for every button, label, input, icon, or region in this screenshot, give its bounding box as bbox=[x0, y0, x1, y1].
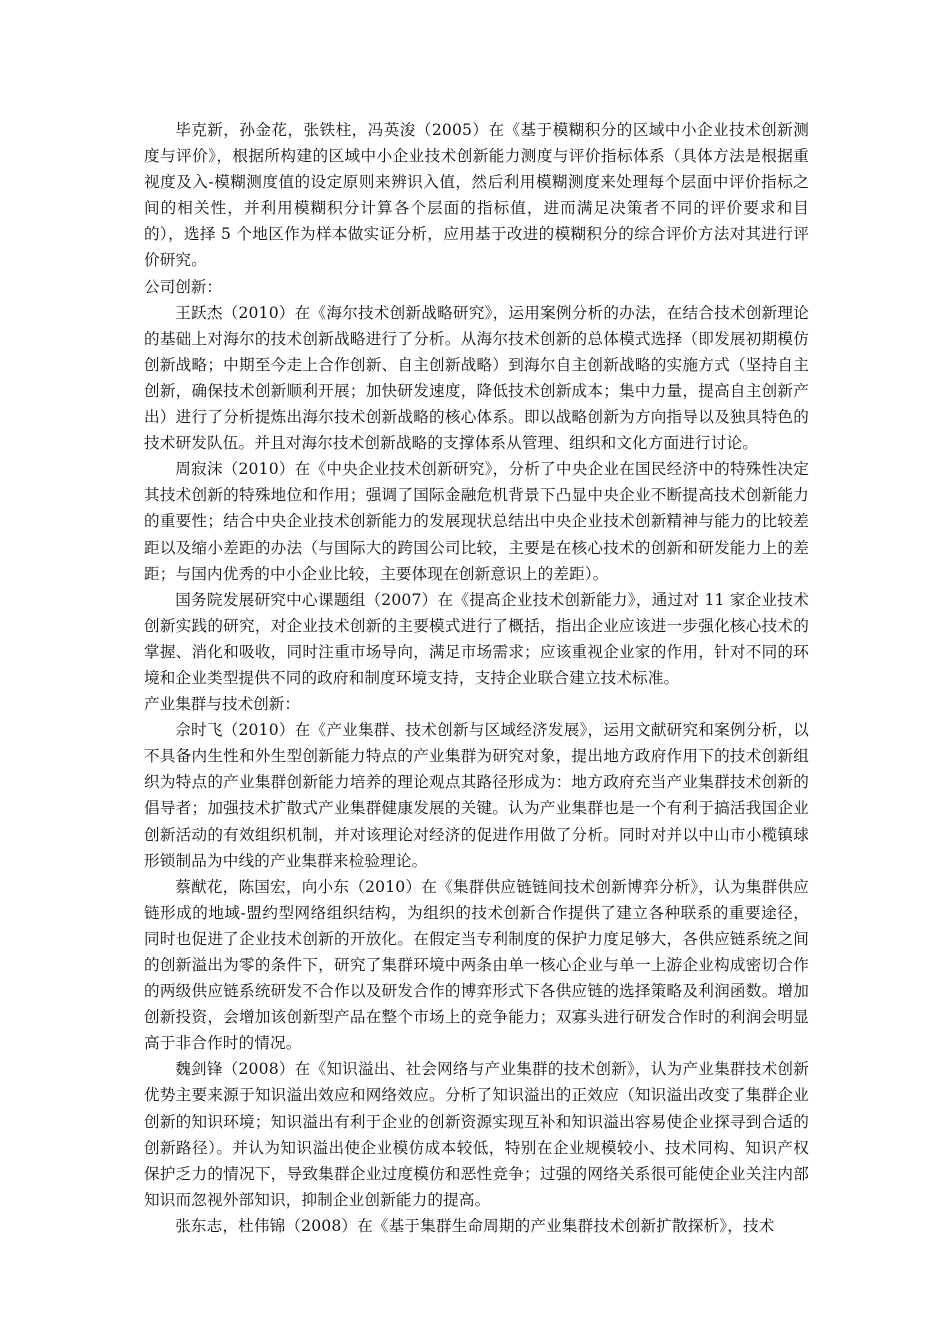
section-heading-company: 公司创新： bbox=[144, 277, 222, 296]
paragraph-zhou-jimo: 周寂沫（2010）在《中央企业技术创新研究》，分析了中央企业在国民经济中的特殊性决定其技术创新的特殊地位和作用；强调了国际金融危机背景下凸显中央企业不断提高技术创新能力的重要性；结合中央企业技术创新能力的发展现状总结出中央企业技术创新精神与能力的比较差距以及缩小差距的办法（与国际大的跨国公司比较，主要是在核心技术的创新和研发能力上的差距；与国内优秀的中小企业比较，主要体现在创新意识上的差距）。 bbox=[144, 460, 809, 583]
paragraph-state-council: 国务院发展研究中心课题组（2007）在《提高企业技术创新能力》，通过对 11 家企业技术创新实践的研究，对企业技术创新的主要模式进行了概括，指出企业应该进一步强化核心技术的掌握、消化和吸收，同时注重市场导向，满足市场需求；应该重视企业家的作用，针对不同的环境和企业类型提供不同的政府和制度环境支持，支持企业联合建立技术标准。 bbox=[144, 590, 809, 687]
paragraph-wei-jianfeng: 魏剑锋（2008）在《知识溢出、社会网络与产业集群的技术创新》，认为产业集群技术创新优势主要来源于知识溢出效应和网络效应。分析了知识溢出的正效应（知识溢出改变了集群企业创新的知识环境；知识溢出有利于企业的创新资源实现互补和知识溢出容易使企业探寻到合适的创新路径）。并认为知识溢出使企业模仿成本较低，特别在企业规模较小、技术同构、知识产权保护乏力的情况下，导致集群企业过度模仿和恶性竞争；过强的网络关系很可能使企业关注内部知识而忽视外部知识，抑制企业创新能力的提高。 bbox=[144, 1060, 809, 1209]
paragraph-wang-yuejie: 王跃杰（2010）在《海尔技术创新战略研究》，运用案例分析的办法，在结合技术创新理论的基础上对海尔的技术创新战略进行了分析。从海尔技术创新的总体模式选择（即发展初期模仿创新战略；中期至今走上合作创新、自主创新战略）到海尔自主创新战略的实施方式（坚持自主创新，确保技术创新顺利开展；加快研发速度，降低技术创新成本；集中力量，提高自主创新产出）进行了分析提炼出海尔技术创新战略的核心体系。即以战略创新为方向指导以及独具特色的技术研发队伍。并且对海尔技术创新战略的支撑体系从管理、组织和文化方面进行讨论。 bbox=[144, 303, 809, 453]
paragraph-bi-kexin: 毕克新，孙金花，张铁柱，冯英浚（2005）在《基于模糊积分的区域中小企业技术创新测度与评价》，根据所构建的区域中小企业技术创新能力测度与评价指标体系（具体方法是根据重视度及入-模糊测度值的设定原则来辨识入值，然后利用模糊测度来处理每个层面中评价指标之间的相关性，并利用模糊积分计算各个层面的指标值，进而满足决策者不同的评价要求和目的），选择 5 个地区作为样本做实证分析，应用基于改进的模糊积分的综合评价方法对其进行评价研究。 bbox=[144, 121, 809, 270]
section-heading-cluster: 产业集群与技术创新： bbox=[144, 695, 300, 714]
paragraph-zhang-dongzhi: 张东志，杜伟锦（2008）在《基于集群生命周期的产业集群技术创新扩散探析》，技术 bbox=[175, 1216, 775, 1235]
document-body bbox=[144, 117, 809, 1239]
paragraph-she-shifei: 佘时飞（2010）在《产业集群、技术创新与区域经济发展》，运用文献研究和案例分析，以不具备内生性和外生型创新能力特点的产业集群为研究对象，提出地方政府作用下的技术创新组织为特点的产业集群创新能力培养的理论观点其路径形成为：地方政府充当产业集群技术创新的倡导者；加强技术扩散式产业集群健康发展的关键。认为产业集群也是一个有利于搞活我国企业创新活动的有效组织机制，并对该理论对经济的促进作用做了分析。同时对并以中山市小榄镇球形锁制品为中线的产业集群来检验理论。 bbox=[144, 721, 809, 870]
paragraph-cai-youhua: 蔡猷花，陈国宏，向小东（2010）在《集群供应链链间技术创新博弈分析》，认为集群供应链形成的地域-盟约型网络组织结构，为组织的技术创新合作提供了建立各种联系的重要途径，同时也促进了企业技术创新的开放化。在假定当专利制度的保护力度足够大，各供应链系统之间的创新溢出为零的条件下，研究了集群环境中两条由单一核心企业与单一上游企业构成密切合作的两级供应链系统研发不合作以及研发合作的博弈形式下各供应链的选择策略及利润函数。增加创新投资，会增加该创新型产品在整个市场上的竞争能力；双寡头进行研发合作时的利润会明显高于非合作时的情况。 bbox=[144, 877, 809, 1053]
